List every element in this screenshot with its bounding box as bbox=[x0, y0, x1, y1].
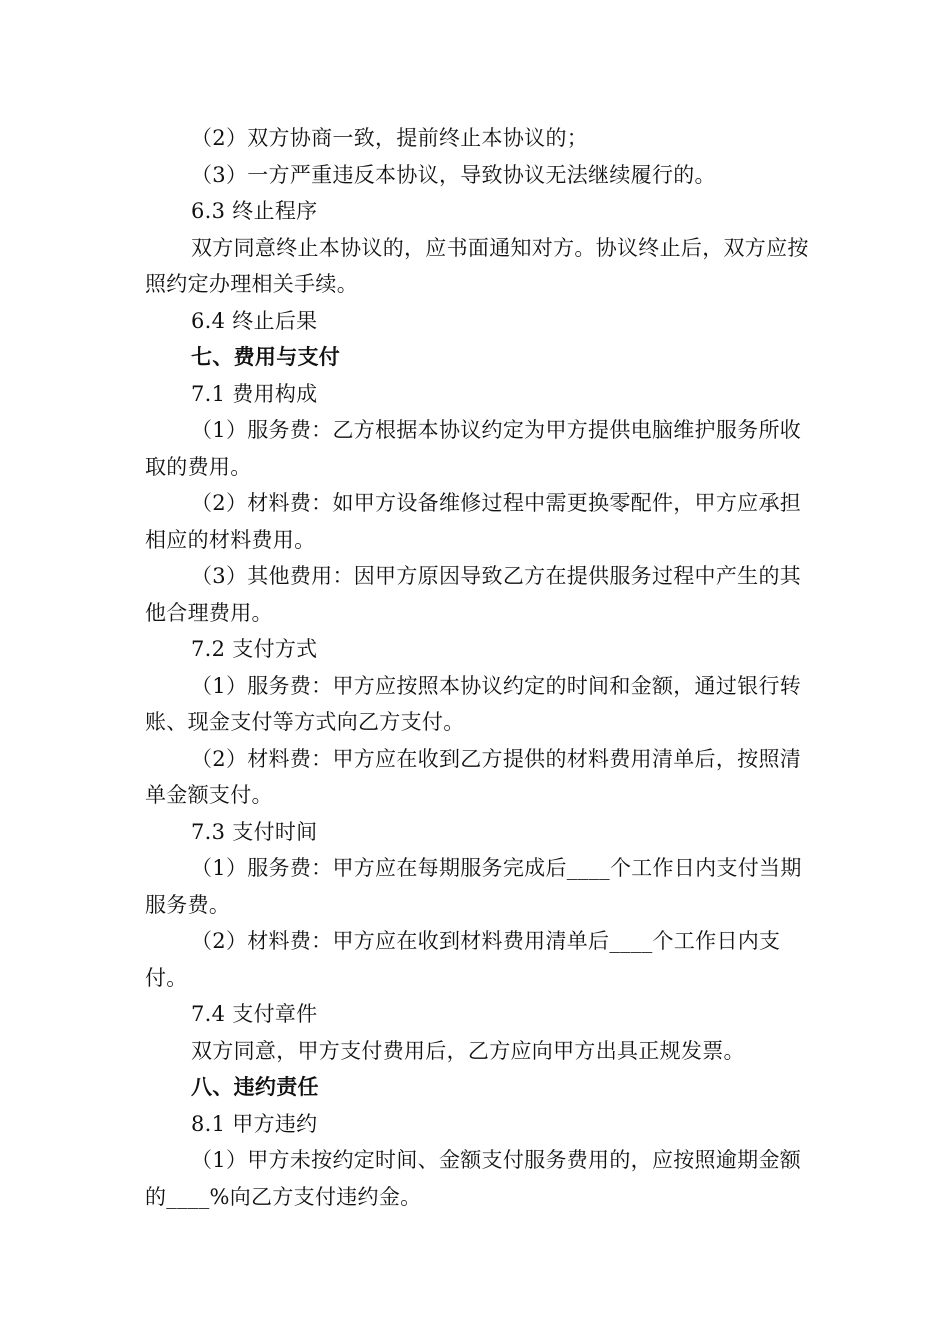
section-7-3-heading: 7.3 支付时间 bbox=[191, 819, 318, 844]
breach-clause-1: （1）甲方未按约定时间、金额支付服务费用的，应按照逾期金额的____%向乙方支付违约金。 bbox=[145, 1148, 802, 1209]
payment-time-service: （1）服务费：甲方应在每期服务完成后____个工作日内支付当期服务费。 bbox=[145, 856, 802, 917]
fee-item-service: （1）服务费：乙方根据本协议约定为甲方提供电脑维护服务所收取的费用。 bbox=[145, 418, 802, 479]
section-7-heading: 七、费用与支付 bbox=[191, 344, 341, 369]
section-6-3-text: 双方同意终止本协议的，应书面通知对方。协议终止后，双方应按照约定办理相关手续。 bbox=[145, 235, 809, 296]
termination-condition-3: （3）一方严重违反本协议，导致协议无法继续履行的。 bbox=[191, 162, 716, 187]
section-6-3-heading: 6.3 终止程序 bbox=[191, 199, 318, 223]
section-7-1-heading: 7.1 费用构成 bbox=[191, 381, 318, 406]
payment-time-material: （2）材料费：甲方应在收到材料费用清单后____个工作日内支付。 bbox=[145, 929, 781, 990]
payment-method-material: （2）材料费：甲方应在收到乙方提供的材料费用清单后，按照清单金额支付。 bbox=[145, 746, 802, 807]
section-7-2-heading: 7.2 支付方式 bbox=[191, 637, 318, 661]
section-8-1-heading: 8.1 甲方违约 bbox=[191, 1111, 318, 1136]
section-6-4-heading: 6.4 终止后果 bbox=[191, 308, 318, 333]
fee-item-other: （3）其他费用：因甲方原因导致乙方在提供服务过程中产生的其他合理费用。 bbox=[145, 564, 802, 625]
termination-condition-2: （2）双方协商一致，提前终止本协议的； bbox=[191, 126, 589, 150]
section-8-heading: 八、违约责任 bbox=[191, 1074, 319, 1099]
payment-method-service: （1）服务费：甲方应按照本协议约定的时间和金额，通过银行转账、现金支付等方式向乙方支付。 bbox=[145, 673, 802, 734]
section-7-4-heading: 7.4 支付章件 bbox=[191, 1002, 318, 1026]
section-7-4-text: 双方同意，甲方支付费用后，乙方应向甲方出具正规发票。 bbox=[191, 1038, 745, 1063]
fee-item-material: （2）材料费：如甲方设备维修过程中需更换零配件，甲方应承担相应的材料费用。 bbox=[145, 491, 802, 552]
document-body bbox=[145, 120, 810, 1215]
